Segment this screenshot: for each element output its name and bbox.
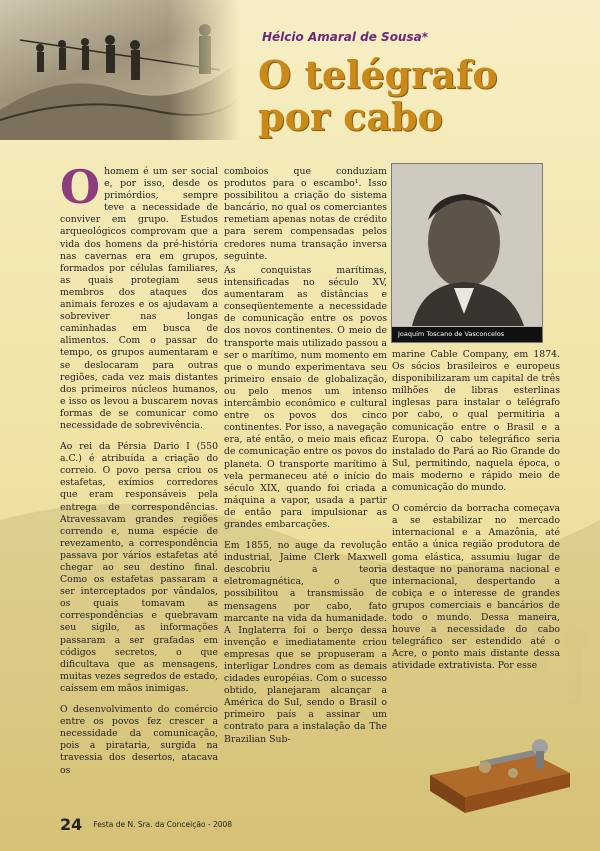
drop-cap: O [60,160,101,214]
portrait-photo [391,163,543,343]
title-line-2: por cabo [258,94,443,139]
telegraph-key-image [425,715,575,820]
paragraph: Ao rei da Pérsia Dario I (550 a.C.) é atribuída a criação do correio. O povo persa criou os estafetas, exímios corredores que eram responsáveis pela entrega de correspondências. Atravessavam grandes regiões correndo e, numa espécie de revezamento, a correspondência passava por vários estafetas até chegar ao seu destino final. Como os estafetas passaram a ser interceptados por vândalos, os quais tomavam as correspondências e quebravam seu sigilo, as informações passaram a ser grafadas em códigos secretos, o que dificultava que as mensagens, muitas vezes segredos de estado, caíssem em mãos inimigas. [60,441,218,694]
workers-laying-cable-icon [0,0,240,140]
column-3 [392,349,560,681]
page-footer [60,814,232,834]
column-1 [60,160,218,786]
paragraph: marine Cable Company, em 1874. Os sócios brasileiros e europeus disponibilizaram um capital de três milhões de libras esterlinas inglesas para instalar o telégrafo por cabo, o qual permitiria a comunicação entre o Brasil e a Europa. O cabo telegráfico seria instalado do Pará ao Rio Grande do Sul, permitindo, naquela época, o mais moderno e rápido meio de comunicação do mundo. [392,349,560,494]
article-title [258,54,498,138]
paragraph: comboios que conduziam produtos para o escambo¹. Isso possibilitou a criação do sistema bancário, no qual os comerciantes remetiam apenas notas de crédito para serem compensadas pelos credores numa transação inversa seguinte. [224,166,387,262]
column-2 [224,265,387,755]
paragraph [60,160,218,432]
column-2-top [224,166,387,272]
man-portrait-icon [392,164,542,326]
paragraph: O desenvolvimento do comércio entre os povos fez crescer a necessidade da comunicação, pois a pirataria, surgida na travessia dos desertos, atacava os [60,704,218,776]
header-workers-illustration [0,0,240,140]
telegraph-key-icon [425,715,575,820]
article-author: Hélcio Amaral de Sousa* [262,30,428,44]
title-line-1: O telégrafo [258,52,498,97]
page-number: 24 [60,815,83,834]
photo-caption: Joaquim Toscano de Vasconcelos [392,327,542,342]
paragraph: Em 1855, no auge da revolução industrial, Jaime Clerk Maxwell descobriu a teoria eletromagnética, o que possibilitou a transmissão de mensagens por cabo, fato marcante na vida da humanidade. A Inglaterra foi o berço dessa invenção e imediatamente criou empresas que se propuseram a interligar Londres com as demais cidades européias. Com o sucesso obtido, planejaram alcançar a América do Sul, sendo o Brasil o primeiro país a assinar um contrato para a instalação da The Brazilian Sub- [224,540,387,745]
publication-name: Festa de N. Sra. da Conceição - 2008 [93,820,233,829]
paragraph-text: homem é um ser social e, por isso, desde os primórdios, sempre teve a necessidade de conviver em grupo. Estudos arqueológicos comprovam que a vida dos homens da pré-história nas cavernas era em grupos, formados por células familiares, as quais protegiam seus membros dos ataques dos animais ferozes e os ajudavam a sobreviver nas longas caminhadas em busca de alimentos. Com o passar do tempo, os grupos aumentaram e se deslocaram para outras regiões, cada vez mais distantes dos primeiros núcleos humanos, e isso os levou a buscarem novas formas de se comunicar como necessidade de sobrevivência. [60,166,218,431]
paragraph: As conquistas marítimas, intensificadas no século XV, aumentaram as distâncias e conseqüentemente a necessidade de comunicação entre os povos dos novos continentes. O meio de transporte mais utilizado passou a ser o marítimo, num momento em que o mundo experimentava seu primeiro ensaio de globalização, ou pelo menos um intenso intercâmbio econômico e cultural entre os povos dos cinco continentes. Por isso, a navegação era, até então, o meio mais eficaz de comunicação entre os povos do planeta. O transporte marítimo à vela permaneceu até o início do século XIX, quando foi criada a máquina a vapor, usada a partir de então para impulsionar as grandes embarcações. [224,265,387,530]
paragraph: O comércio da borracha começava a se estabilizar no mercado internacional e a Amazônia, até então a única região produtora de goma elástica, assumiu lugar de destaque no panorama nacional e internacional, despertando a cobiça e o interesse de grandes grupos comerciais e bancários de todo o mundo. Dessa maneira, houve a necessidade do cabo telegráfico ser estendido até o Acre, o ponto mais distante dessa atividade extrativista. Por esse [392,503,560,672]
